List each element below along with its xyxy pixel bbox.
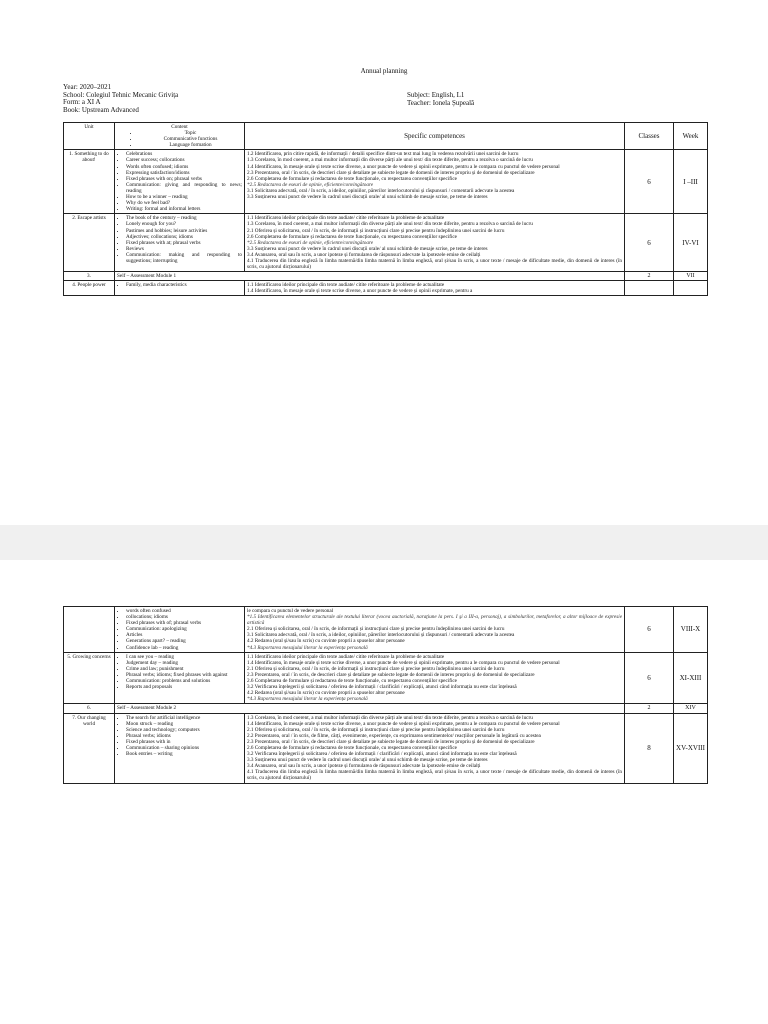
competence-item: 3.4 Avansarea, oral sau în scris, a unor ipoteze și formularea de răspunsuri adecvate la ipotezele emise de ceilalți	[247, 763, 481, 770]
competence-item: 2.1 Oferirea și solicitarea, oral / în scris, de informații și instrucțiuni clare și precise pentru îndeplinirea unei sarcini de lucru	[247, 665, 505, 672]
week-cell: XV-XVIII	[674, 713, 708, 783]
competence-item: 2.3 Prezentarea, oral / în scris, de descrieri clare și detaliate pe subiecte legate de domenii de interes propriu și de domeniul de specializare	[247, 671, 535, 678]
topics-cell	[115, 713, 245, 783]
table-row	[64, 150, 708, 214]
topic-item: • Writing: formal and informal letters	[126, 206, 242, 212]
competence-item: 2.1 Oferirea și solicitarea, oral / în scris, de informații și instrucțiuni clare și precise pentru îndeplinirea unei sarcini de lucru	[247, 726, 505, 733]
competence-item: 2.6 Completarea de formulare și redactarea de texte funcționale, cu respectarea convențiilor specifice	[247, 678, 457, 685]
classes-cell: 6	[625, 150, 674, 214]
meta-school: School: Colegiul Tehnic Mecanic Grivița	[63, 90, 179, 99]
header-week: Week	[674, 123, 708, 150]
table-row	[64, 713, 708, 783]
competence-item: 4.1 Traducerea din limba engleză în limba maternă/din limba maternă în limba engleză, oral și/sau în scris, a unor texte / mesaje de dificultate medie, din domenii de interes (în scris, cu ajutorul dicționarului)	[247, 257, 622, 271]
unit-cell: 3.	[64, 272, 115, 281]
competences-cell	[245, 713, 625, 783]
topic-item: • I can see you – reading	[126, 654, 242, 660]
table-row	[64, 652, 708, 704]
competence-item: 3.2 Verificarea înțelegerii și solicitarea / oferirea de informații / clarificări / explicații, atunci când informația nu este clar înțeleasă	[247, 751, 517, 758]
topics-cell	[115, 607, 245, 653]
meta-book: Book: Upstream Advanced	[63, 105, 139, 114]
topic-item: • Reports and proposals	[126, 684, 242, 690]
topic-item: • Fixed phrases with at; phrasal verbs	[126, 240, 242, 246]
topic-item: • The search for artificial intelligence	[126, 715, 242, 721]
topics-list	[117, 282, 242, 288]
unit-cell: 5. Growing concerns	[64, 652, 115, 704]
meta-subject: Subject: English, L1	[407, 91, 465, 99]
planning-table-page-1	[63, 122, 708, 296]
topic-item: • Fixed phrases with in	[126, 739, 242, 745]
topic-item: • Adjectives; collocations; idioms	[126, 234, 242, 240]
competence-item: *2.5 Redactarea de eseuri de opinie, eficiente/convingătoare	[247, 239, 374, 246]
competence-item: 1.4 Identificarea, în mesaje orale și texte scrise diverse, a unor puncte de vedere și opinii exprimate, pentru a le compara cu punctul de vedere personal	[247, 163, 560, 170]
document-page-2	[0, 560, 768, 1024]
table-row	[64, 281, 708, 296]
competence-item: 3.4 Avansarea, oral sau în scris, a unor ipoteze și formularea de răspunsuri adecvate la ipotezele emise de ceilalți	[247, 251, 481, 258]
competence-item: 4.1 Traducerea din limba engleză în limba maternă/din limba maternă în limba engleză, oral și/sau în scris, a unor texte / mesaje de dificultate medie, din domenii de interes (în scris, cu ajutorul dicționarului)	[247, 769, 622, 782]
topic-item: • Generations apart? – reading	[126, 638, 242, 644]
competence-item: 1.1 Identificarea ideilor principale din texte audiate/ citite referitoare la probleme de actualitate	[247, 282, 445, 289]
classes-cell: 6	[625, 214, 674, 272]
meta-left	[63, 84, 178, 114]
topic-item: • Words often confused; idioms	[126, 164, 242, 170]
topic-item: • Communication: apologizing	[126, 626, 242, 632]
competence-item: 3.1 Solicitarea adecvată, oral / în scris, a ideilor, opiniilor, părerilor interlocutorului și răspunsuri / comentarii adecvate la acestea	[247, 632, 515, 639]
competence-item: 3.2 Verificarea înțelegerii și solicitarea / oferirea de informații / clarificări / explicații, atunci când informația nu este clar înțeleasă	[247, 684, 517, 691]
topic-item: • Judgement day – reading	[126, 660, 242, 666]
meta-teacher: Teacher: Ionela Șupeală	[407, 98, 475, 107]
week-cell: I –III	[674, 150, 708, 214]
competence-item: 1.3 Corelarea, în mod coerent, a mai multor informații din diverse părți ale unui text/ din texte diferite, pentru a rezolva o sarcină de lucru	[247, 221, 533, 228]
competence-item: 2.1 Oferirea și solicitarea, oral / în scris, de informații și instrucțiuni clare și precise pentru îndeplinirea unei sarcini de lucru	[247, 626, 505, 633]
self-assessment-row	[64, 704, 708, 713]
competence-item: 2.3 Prezentarea, oral / în scris, de descrieri clare și detaliate pe subiecte legate de domenii de interes propriu și de domeniul de specializare	[247, 738, 535, 745]
competences-cell	[245, 607, 625, 653]
topic-item: • Expressing satisfaction/idioms	[126, 170, 242, 176]
unit-cell: 1. Something to do about!	[64, 150, 115, 214]
topic-item: • Celebrations	[126, 151, 242, 157]
topics-cell	[115, 214, 245, 272]
topic-item: • Articles	[126, 632, 242, 638]
competence-item: 1.1 Identificarea ideilor principale din texte audiate/ citite referitoare la probleme de actualitate	[247, 215, 445, 222]
competence-item: 2.6 Completarea de formulare și redactarea de texte funcționale, cu respectarea convențiilor specifice	[247, 233, 457, 240]
header-content	[115, 123, 245, 150]
competence-item: 2.6 Completarea de formulare și redactarea de texte funcționale, cu respectarea convențiilor specifice	[247, 744, 457, 751]
competence-item: 4.2 Redarea (oral și/sau în scris) cu cuvinte proprii a spuselor altor persoane	[247, 690, 405, 697]
topic-item: • words often confused	[126, 608, 242, 614]
competences-cell	[245, 214, 625, 272]
topic-item: • Confidence lab – reading	[126, 645, 242, 651]
topics-cell	[115, 652, 245, 704]
topic-item: • Fixed phrases with of; phrasal verbs	[126, 620, 242, 626]
topic-item: • Career success; collocations	[126, 157, 242, 163]
competences-cell	[245, 281, 625, 296]
week-cell: VII	[674, 272, 708, 281]
unit-cell	[64, 607, 115, 653]
competence-item: 4.2 Redarea (oral și/sau în scris) cu cuvinte proprii a spuselor altor persoane	[247, 638, 405, 645]
competence-item: 2.1 Oferirea și solicitarea, oral / în scris, de informații și instrucțiuni clare și precise pentru îndeplinirea unei sarcini de lucru	[247, 227, 505, 234]
topics-list	[117, 608, 242, 651]
document-title: Annual planning	[360, 67, 408, 75]
classes-cell: 6	[625, 607, 674, 653]
topics-cell	[115, 281, 245, 296]
topic-item: • The book of the century – reading	[126, 215, 242, 221]
classes-cell: 2	[625, 704, 674, 713]
competence-item: 2.3 Prezentarea, oral / în scris, de descrieri clare și detaliate pe subiecte legate de domenii de interes propriu și de domeniul de specializare	[247, 169, 535, 176]
week-cell: VIII-X	[674, 607, 708, 653]
header-content-label: Content	[171, 124, 188, 130]
topic-item: • Crime and law; punishment	[126, 666, 242, 672]
meta-form: Form: a XI A	[63, 98, 101, 107]
classes-cell	[625, 281, 674, 296]
table-row	[64, 607, 708, 653]
competence-item: 3.3 Susținerea unui punct de vedere în cadrul unei discuții orale/ al unui schimb de mesaje scrise, pe teme de interes	[247, 194, 488, 201]
topic-item: • Communication: problems and solutions	[126, 678, 242, 684]
competence-item: 2.2 Prezentarea, oral / în scris, de filme, cărți, evenimente, experiențe, cu exprimarea sentimentelor/ reacțiilor personale în legătură cu acestea	[247, 732, 541, 739]
classes-cell: 6	[625, 652, 674, 704]
competences-cell	[245, 652, 625, 704]
topic-item: • How to be a winner – reading	[126, 194, 242, 200]
classes-cell: 2	[625, 272, 674, 281]
header-content-item: • Topic	[139, 130, 242, 136]
topic-item: • Lonely enough for you?	[126, 221, 242, 227]
topic-item: • Reviews	[126, 246, 242, 252]
topic-item: • Fixed phrases with on; phrasal verbs	[126, 176, 242, 182]
week-cell: XI-XIII	[674, 652, 708, 704]
self-assessment-label: Self – Assessment Module 1	[115, 272, 625, 281]
header-competences: Specific competences	[245, 123, 625, 150]
topic-item: • Communication: making and responding to suggestions; interrupting	[126, 252, 242, 264]
unit-cell: 2. Escape artists	[64, 214, 115, 272]
topic-item: • Communication – sharing opinions	[126, 745, 242, 751]
unit-cell: 6.	[64, 704, 115, 713]
topic-item: • Phrasal verbs; idioms; fixed phrases with against	[126, 672, 242, 678]
unit-cell: 4. People power	[64, 281, 115, 296]
competence-item: 1.1 Identificarea ideilor principale din texte audiate/ citite referitoare la probleme de actualitate	[247, 653, 445, 660]
competence-item: 3.3 Susținerea unui punct de vedere în cadrul unei discuții orale/ al unui schimb de mesaje scrise, pe teme de interes	[247, 245, 488, 252]
competence-item: 1.4 Identificarea, în mesaje orale și texte scrise diverse, a unor puncte de vedere și opinii exprimate, pentru a	[247, 288, 473, 295]
competence-item: 1.4 Identificarea, în mesaje orale și texte scrise diverse, a unor puncte de vedere și opinii exprimate, pentru a le compara cu punctul de vedere personal	[247, 720, 560, 727]
topics-list	[117, 715, 242, 758]
classes-cell: 8	[625, 713, 674, 783]
header-unit: Unit	[64, 123, 115, 150]
competence-item: 3.3 Susținerea unui punct de vedere în cadrul unei discuții orale/ al unui schimb de mesaje scrise, pe teme de interes	[247, 757, 488, 764]
competence-item: 1.3 Corelarea, în mod coerent, a mai multor informații din diverse părți ale unui text/ din texte diferite, pentru a rezolva o sarcină de lucru	[247, 714, 533, 721]
topic-item: • Phrasal verbs; idioms	[126, 733, 242, 739]
topics-cell	[115, 150, 245, 214]
meta-year: Year: 2020–2021	[63, 83, 112, 91]
header-content-item: • Language formation	[139, 142, 242, 148]
competence-item: *2.5 Redactarea de eseuri de opinie, eficiente/convingătoare	[247, 181, 374, 188]
unit-cell: 7. Our changing world	[64, 713, 115, 783]
planning-table-page-2	[63, 606, 708, 784]
competence-item: *4.3 Raportarea mesajului literar la experiența personală	[247, 644, 368, 651]
competence-item: 2.6 Completarea de formulare și redactarea de texte funcționale, cu respectarea convențiilor specifice	[247, 175, 457, 182]
competence-item: 1.3 Corelarea, în mod coerent, a mai multor informații din diverse părți ale unui text/ din texte diferite, pentru a rezolva o sarcină de lucru	[247, 157, 533, 164]
table-header-row	[64, 123, 708, 150]
competence-item: *4.3 Raportarea mesajului literar la experiența personală	[247, 696, 368, 703]
self-assessment-row	[64, 272, 708, 281]
topic-item: • Why do we feel bad?	[126, 200, 242, 206]
header-content-item: • Communicative functions	[139, 136, 242, 142]
header-content-list	[117, 130, 242, 148]
topics-list	[117, 151, 242, 212]
topics-list	[117, 215, 242, 264]
topic-item: • Communication: giving and responding to news; reading	[126, 182, 242, 194]
topic-item: • Family, media characteristics	[126, 282, 242, 288]
week-cell	[674, 281, 708, 296]
topics-list	[117, 654, 242, 691]
topic-item: • collocations; idioms	[126, 614, 242, 620]
competence-item: 1.4 Identificarea, în mesaje orale și texte scrise diverse, a unor puncte de vedere și opinii exprimate, pentru a le compara cu punctul de vedere personal	[247, 659, 560, 666]
competence-item: le compara cu punctul de vedere personal	[247, 608, 334, 614]
meta-right	[407, 92, 474, 107]
competences-cell	[245, 150, 625, 214]
table-row	[64, 214, 708, 272]
topic-item: • Moon struck – reading	[126, 721, 242, 727]
self-assessment-label: Self – Assessment Module 2	[115, 704, 625, 713]
week-cell: XIV	[674, 704, 708, 713]
competence-item: 3.1 Solicitarea adecvată, oral / în scris, a ideilor, opiniilor, părerilor interlocutorului și răspunsuri / comentarii adecvate la acestea	[247, 187, 515, 194]
week-cell: IV-VI	[674, 214, 708, 272]
topic-item: • Science and technology; computers	[126, 727, 242, 733]
topic-item: • Pastimes and hobbies; leisure activities	[126, 228, 242, 234]
competence-item: 1.2 Identificarea, prin citire rapidă, de informații / detalii specifice dintr-un text mai lung în vederea rezolvării unei sarcini de lucru	[247, 151, 519, 158]
header-classes: Classes	[625, 123, 674, 150]
topic-item: • Book entries – writing	[126, 751, 242, 757]
competence-item: *1.5 Identificarea elementelor structurale ale textului literar (vocea auctorială, naraţiune la pers. I şi a III-a, personaj), a simbolurilor, metaforelor, a altor mijloace de expresie artistică	[247, 614, 622, 627]
